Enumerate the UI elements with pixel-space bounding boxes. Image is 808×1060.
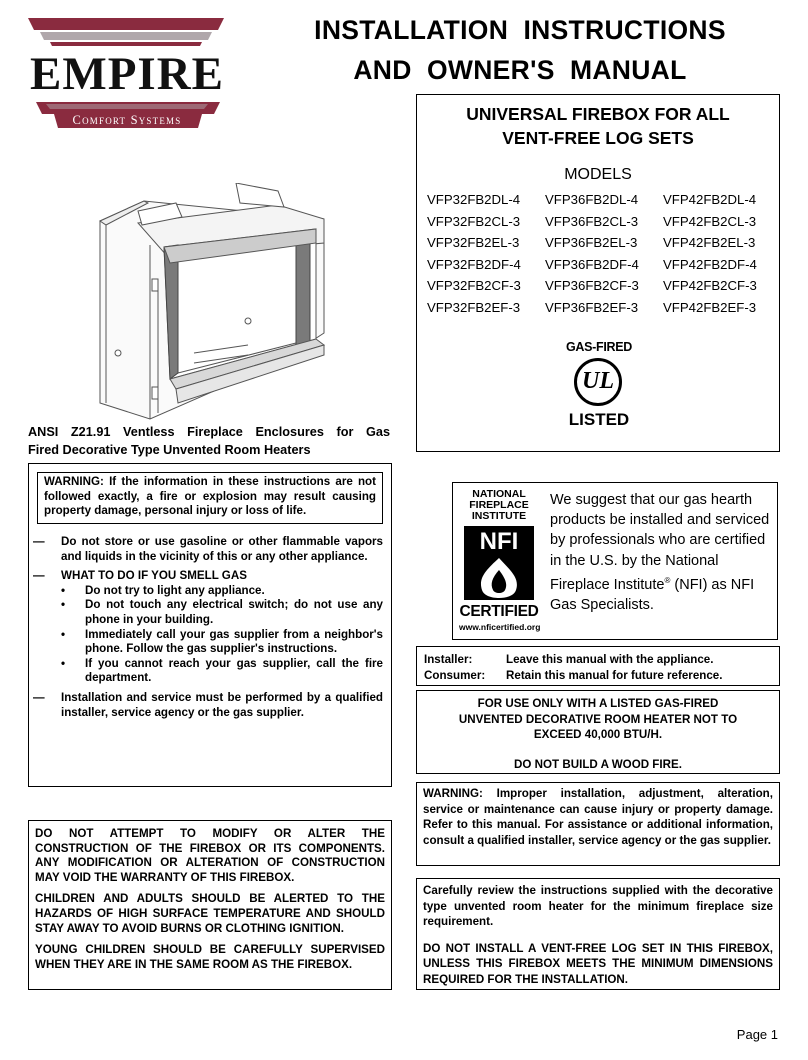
improper-installation-warning-box (416, 782, 780, 866)
notice-hot-surface: CHILDREN AND ADULTS SHOULD BE ALERTED TO THE HAZARDS OF HIGH SURFACE TEMPERATURE AND SHOULD STAY AWAY TO AVOID BURNS OR CLOTHING IGNITION. (35, 892, 385, 935)
nfi-logo-url: www.nficertified.org (459, 622, 541, 632)
model-item: VFP32FB2CL-3 (427, 213, 521, 229)
model-item: VFP36FB2EL-3 (545, 235, 638, 251)
review-instructions: Carefully review the instructions supplied with the decorative type unvented room heater for the minimum fireplace size requirement. (423, 884, 773, 928)
model-item: VFP32FB2DF-4 (427, 256, 521, 272)
document-title-line1: INSTALLATION INSTRUCTIONS (314, 15, 726, 45)
model-item: VFP36FB2CL-3 (545, 213, 639, 229)
no-wood-fire: DO NOT BUILD A WOOD FIRE. (514, 757, 682, 771)
nfi-logo-letters: NFI (479, 528, 519, 555)
model-item: VFP42FB2DL-4 (663, 192, 757, 207)
nfi-logo (459, 489, 539, 637)
modification-notice-box (28, 820, 392, 990)
model-item: VFP32FB2CF-3 (427, 278, 521, 294)
ul-listed-label: LISTED (568, 410, 630, 429)
nfi-logo-top3: INSTITUTE (471, 510, 527, 522)
model-item: VFP36FB2CF-3 (545, 278, 639, 294)
minimum-size-review-box (416, 878, 780, 990)
product-models-box (416, 94, 780, 452)
installer-consumer-box (416, 646, 780, 686)
model-item: VFP36FB2DF-4 (545, 256, 639, 272)
gas-warning-box (28, 463, 392, 787)
nfi-recommendation: We suggest that our gas hearth products be installed and serviced by professionals who are certified in the U.S. by the National Fireplace Institute® (NFI) as NFI Gas Specialists. (550, 492, 770, 613)
model-item: VFP42FB2DF-4 (663, 256, 757, 272)
smell-gas-step: • Do not try to light any appliance. (61, 583, 265, 597)
document-title-line2: AND OWNER'S MANUAL (353, 55, 687, 85)
notice-modify: DO NOT ATTEMPT TO MODIFY OR ALTER THE CONSTRUCTION OF THE FIREBOX OR ITS COMPONENTS. ANY MODIFICATION OR ALTERATION OF CONSTRUCTION MAY VOID THE WARRANTY OF THIS FIREBOX. (35, 827, 385, 884)
ul-circle (574, 358, 622, 406)
smell-gas-step: • Do not touch any electrical switch; do not use any phone in your building. (61, 598, 383, 626)
warning-item-flammables: — Do not store or use gasoline or other flammable vapors and liquids in the vicinity of this or any other appliance. (33, 535, 383, 563)
notice-children: YOUNG CHILDREN SHOULD BE CAREFULLY SUPERVISED WHEN THEY ARE IN THE SAME ROOM AS THE FIREBOX. (35, 943, 385, 971)
ansi-standard (28, 423, 390, 459)
do-not-install-warning: DO NOT INSTALL A VENT-FREE LOG SET IN THIS FIREBOX, UNLESS THIS FIREBOX MEETS THE MINIMUM DIMENSIONS REQUIRED FOR THE INSTALLATION. (423, 941, 773, 986)
model-item: VFP42FB2EF-3 (663, 299, 757, 315)
models-list (427, 189, 781, 319)
nfi-logo-top1: NATIONAL (472, 488, 526, 500)
smell-gas-step: • If you cannot reach your gas supplier, call the fire department. (61, 656, 383, 685)
consumer-row: Consumer: Retain this manual for future reference. (424, 668, 723, 682)
flame-icon (464, 556, 534, 600)
smell-gas-step: • Immediately call your gas supplier from a neighbor's phone. Follow the gas supplier's instructions. (61, 627, 383, 656)
logo-brand: EMPIRE (30, 48, 224, 100)
ul-mark: UL (582, 368, 614, 394)
ul-listed-badge (559, 340, 639, 435)
firebox-drawing (98, 183, 338, 423)
model-item: VFP32FB2EL-3 (427, 235, 520, 251)
model-item: VFP36FB2DL-4 (545, 192, 639, 207)
models-heading: MODELS (564, 166, 632, 183)
fire-explosion-warning: WARNING: If the information in these instructions are not followed exactly, a fire or explosion may result causing property damage, personal injury or loss of life. (37, 472, 383, 524)
company-logo (28, 14, 226, 134)
warning-item-qualified-installer: — Installation and service must be performed by a qualified installer, service agency or the gas supplier. (33, 690, 383, 719)
model-item: VFP32FB2EF-3 (427, 299, 521, 315)
ansi-line2: Fired Decorative Type Unvented Room Heaters (28, 443, 311, 457)
model-item: VFP42FB2CF-3 (663, 278, 757, 294)
model-item: VFP42FB2CL-3 (663, 213, 757, 229)
nfi-certification-box (452, 482, 778, 640)
gas-fired-use-box (416, 690, 780, 774)
use-only-listed-heater: FOR USE ONLY WITH A LISTED GAS-FIRED UNVENTED DECORATIVE ROOM HEATER NOT TO EXCEED 40,000 BTU/H. (458, 697, 738, 741)
ul-gas-fired-label: GAS-FIRED (565, 340, 633, 354)
page-number: Page 1 (736, 1027, 778, 1042)
warning-item-smell-gas: — WHAT TO DO IF YOU SMELL GAS (33, 569, 247, 583)
installer-row: Installer: Leave this manual with the appliance. (424, 653, 714, 666)
improper-installation-warning: WARNING: Improper installation, adjustment, alteration, service or maintenance can cause injury or property damage. Refer to this manual. For assistance or additional information, consult a qualified installer, service agency or the gas supplier. (423, 787, 773, 847)
product-title-line1: UNIVERSAL FIREBOX FOR ALL (466, 104, 730, 124)
firebox-illustration (98, 183, 338, 423)
product-title-line2: VENT-FREE LOG SETS (502, 128, 694, 148)
logo-tagline: Comfort Systems (72, 113, 182, 127)
ansi-line1: ANSI Z21.91 Ventless Fireplace Enclosures for Gas (28, 425, 390, 439)
warning-list (29, 535, 383, 720)
nfi-logo-mark (464, 526, 534, 600)
model-item: VFP32FB2DL-4 (427, 192, 521, 207)
model-item: VFP42FB2EL-3 (663, 235, 756, 251)
nfi-logo-top2: FIREPLACE (469, 499, 529, 511)
model-item: VFP36FB2EF-3 (545, 299, 639, 315)
nfi-logo-certified: CERTIFIED (459, 603, 539, 620)
